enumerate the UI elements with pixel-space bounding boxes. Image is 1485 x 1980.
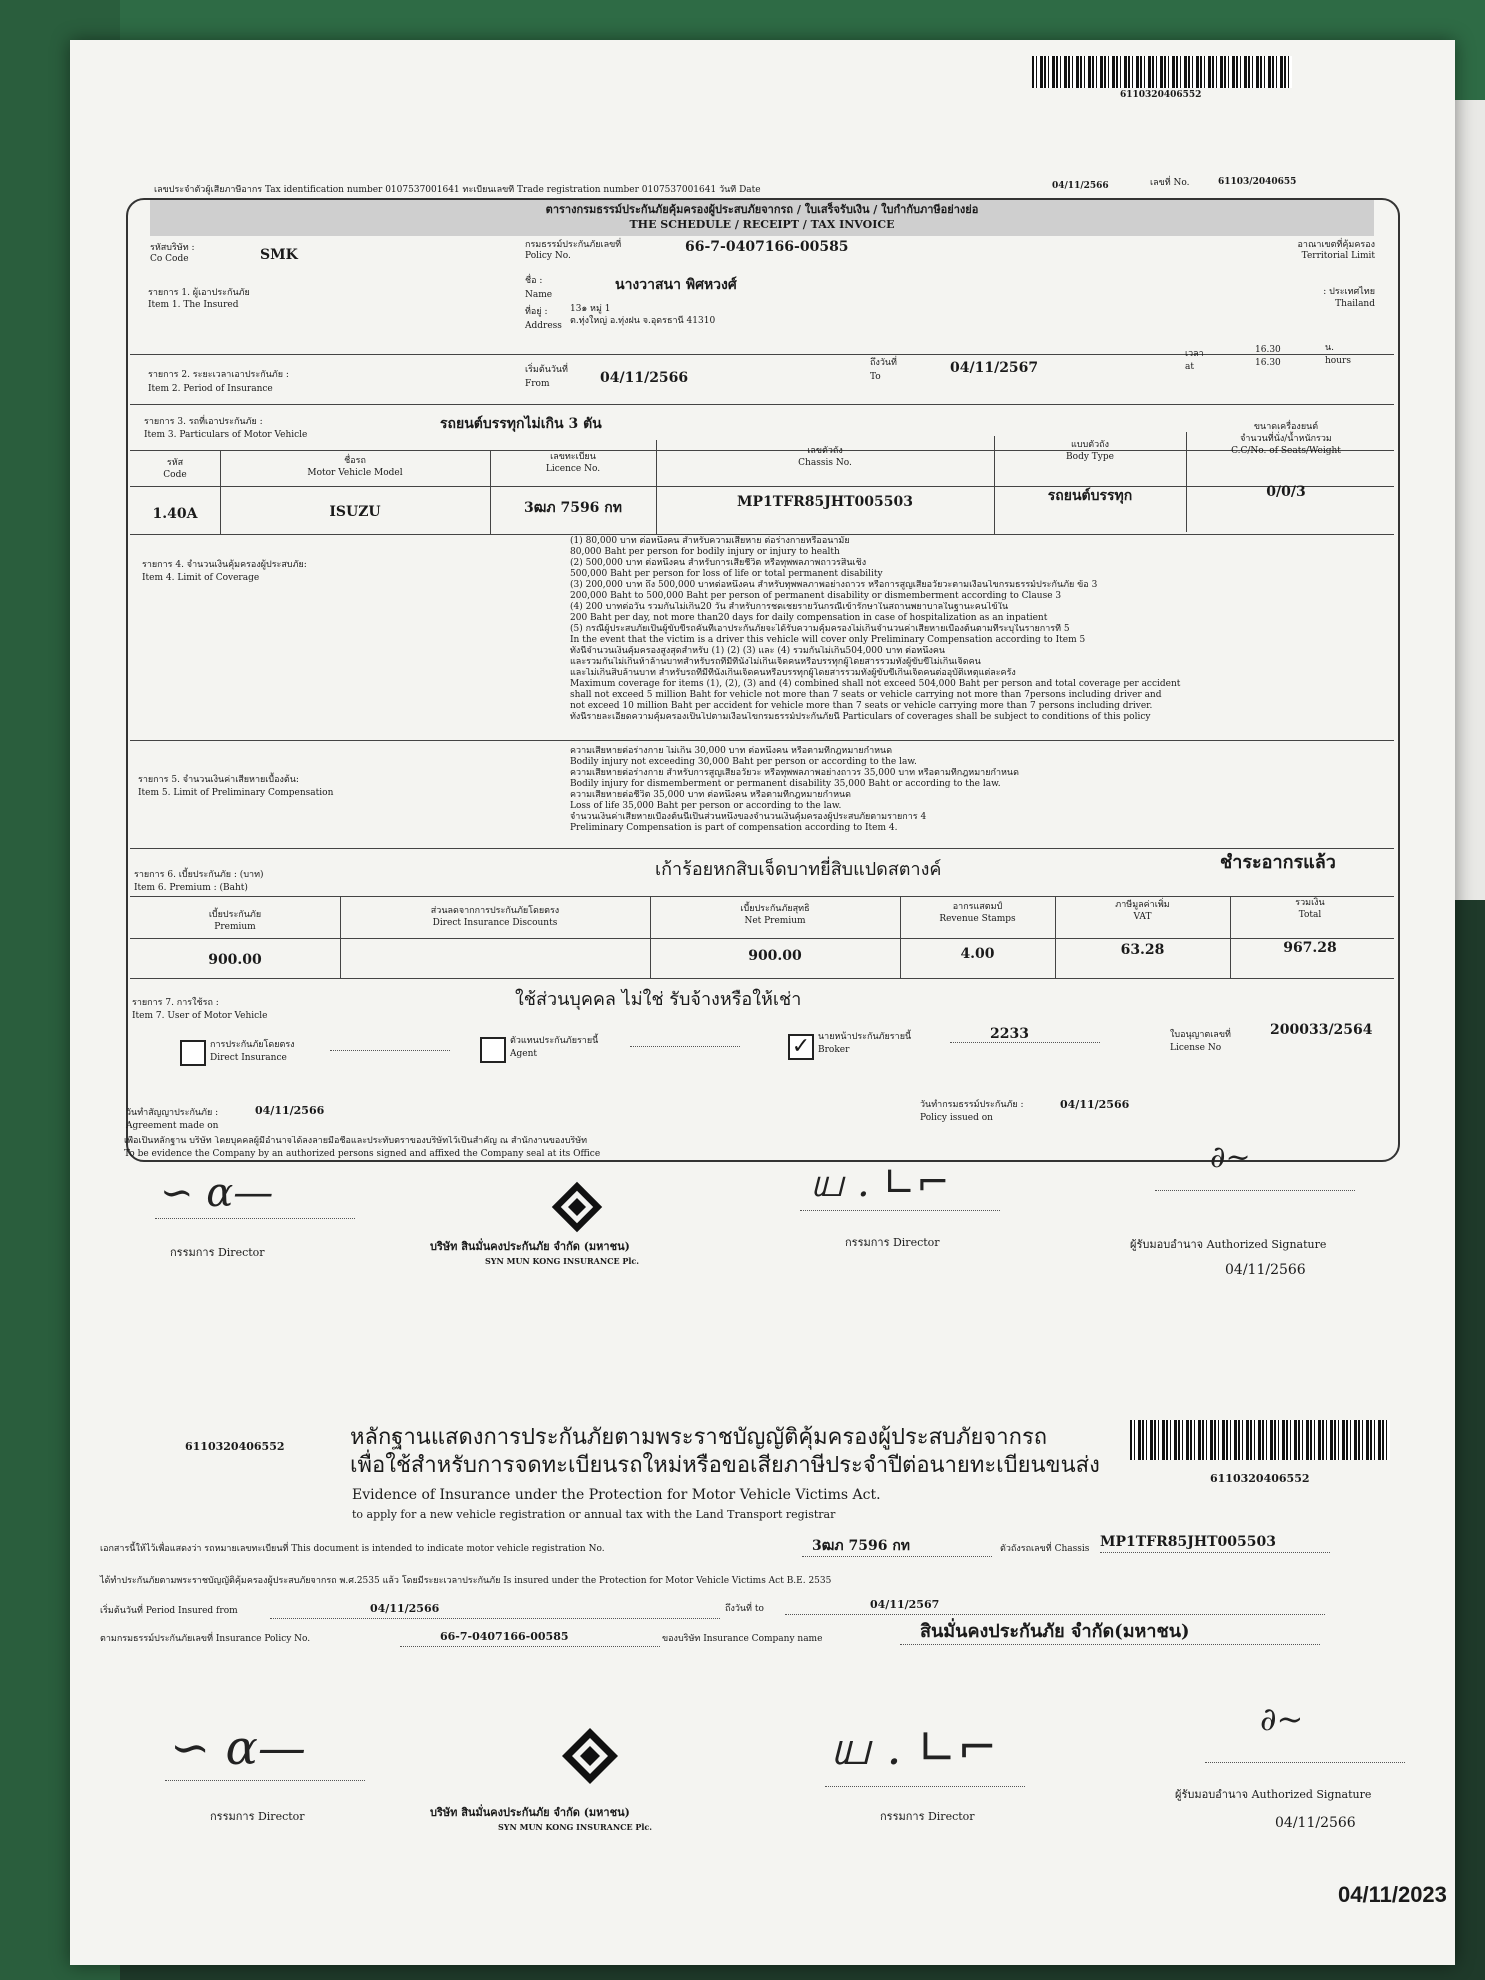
item5-label-th: รายการ 5. จำนวนเงินค่าเสียหายเบื้องต้น: <box>138 775 299 785</box>
preliminary-line: Preliminary Compensation is part of compensation according to Item 4. <box>570 823 898 833</box>
vehicle-code: 1.40A <box>152 506 198 522</box>
policy-no: 66-7-0407166-00585 <box>685 239 849 255</box>
col-net-en: Net Premium <box>744 916 806 926</box>
evidence-from-label: เริ่มต้นวันที่ Period Insured from <box>100 1606 238 1616</box>
top-barcode <box>1032 56 1292 88</box>
evidence-title-th-2: เพื่อใช้สำหรับการจดทะเบียนรถใหม่หรือขอเสียภาษีประจำปีต่อนายทะเบียนขนส่ง <box>350 1453 1100 1478</box>
director-signature: ய . ∟⌐ <box>810 1160 950 1206</box>
header-date: 04/11/2566 <box>1052 181 1109 191</box>
header-no-value: 61103/2040655 <box>1218 177 1297 187</box>
coverage-line: ทั้งนี้จำนวนเงินคุ้มครองสูงสุดสำหรับ (1) (2) (3) และ (4) รวมกันไม่เกิน504,000 บาท ต่อหนึ่งคน <box>570 646 946 656</box>
coverage-line: not exceed 10 million Baht per accident for vehicle more than 7 seats or vehicle carrying more than 7 persons including driver. <box>570 701 1153 711</box>
evidence-authorized-date: 04/11/2566 <box>1275 1815 1356 1831</box>
authorized-signature: ∂~ <box>1260 1700 1304 1738</box>
broker-label-th: นายหน้าประกันภัยรายนี้ <box>818 1032 912 1042</box>
coverage-line: ทั้งนี้รายละเอียดความคุ้มครองเป็นไปตามเงื่อนไขกรมธรรม์ประกันภัยนี้ Particulars of coverages shall be subject to conditions of this policy <box>570 712 1151 722</box>
direct-insurance-checkbox <box>180 1040 206 1066</box>
agreement-date: 04/11/2566 <box>255 1104 325 1117</box>
agreement-label-th: วันทำสัญญาประกันภัย : <box>126 1108 219 1118</box>
evidence-from: 04/11/2566 <box>370 1602 440 1615</box>
col-code-th: รหัส <box>166 458 184 468</box>
divider <box>130 740 1394 741</box>
evidence-policy-no: 66-7-0407166-00585 <box>440 1630 569 1643</box>
item1-label-en: Item 1. The Insured <box>148 300 239 310</box>
company-name-th: บริษัท สินมั่นคงประกันภัย จำกัด (มหาชน) <box>430 1240 630 1253</box>
vehicle-chassis: MP1TFR85JHT005503 <box>737 494 913 510</box>
coverage-line: Maximum coverage for items (1), (2), (3) and (4) combined shall not exceed 504,000 Baht per person and total coverage per accident <box>570 679 1181 689</box>
col-licence-en: Licence No. <box>545 464 601 474</box>
direct-insurance-label-th: การประกันภัยโดยตรง <box>210 1040 295 1050</box>
check-mark-icon: ✓ <box>791 1034 811 1059</box>
item7-label-en: Item 7. User of Motor Vehicle <box>132 1011 268 1021</box>
time-unit-en: hours <box>1325 356 1351 366</box>
divider <box>130 938 1394 939</box>
col-size-th2: จำนวนที่นั่ง/น้ำหนักรวม <box>1240 434 1332 444</box>
coverage-line: และไม่เกินสิบล้านบาท สำหรับรถที่มีที่นั่งเกินเจ็ดคนหรือบรรทุกผู้โดยสารรวมทั้งผู้ขับขี่เกินเจ็ดคนต่ออุบัติเหตุแต่ละครั้ง <box>570 668 1016 678</box>
photo-date-stamp: 04/11/2023 <box>1338 1882 1447 1907</box>
insured-name: นางวาสนา พิศหวงศ์ <box>615 277 737 293</box>
item6-label-th: รายการ 6. เบี้ยประกันภัย : (บาท) <box>134 870 264 880</box>
insurance-document <box>70 40 1455 1965</box>
dotted-line <box>785 1614 1325 1615</box>
signature-line <box>1155 1190 1355 1191</box>
item3-label-en: Item 3. Particulars of Motor Vehicle <box>144 430 308 440</box>
coverage-line: (2) 500,000 บาท ต่อหนึ่งคน สำหรับการเสียชีวิต หรือทุพพลภาพถาวรสิ้นเชิง <box>570 558 867 568</box>
authorized-signature-label: ผู้รับมอบอำนาจ Authorized Signature <box>1130 1238 1327 1251</box>
divider <box>130 534 1394 535</box>
time-label-th: เวลา <box>1185 349 1204 359</box>
col-model-th: ชื่อรถ <box>344 456 366 466</box>
premium-value: 900.00 <box>208 952 262 968</box>
authorized-signature: ∂~ <box>1210 1140 1251 1175</box>
item6-label-en: Item 6. Premium : (Baht) <box>134 883 248 893</box>
signature-line <box>1205 1762 1405 1763</box>
coverage-line: 500,000 Baht per person for loss of life or total permanent disability <box>570 569 883 579</box>
col-model-en: Motor Vehicle Model <box>307 468 403 478</box>
coverage-line: 80,000 Baht per person for bodily injury or injury to health <box>570 547 840 557</box>
name-label-th: ชื่อ : <box>525 276 543 286</box>
item5-label-en: Item 5. Limit of Preliminary Compensation <box>138 788 334 798</box>
coverage-line: และรวมกันไม่เกินห้าล้านบาทสำหรับรถที่มีที่นั่งไม่เกินเจ็ดคนหรือบรรทุกผู้โดยสารรวมทั้งผู้ขับขี่ไม่เกินเจ็ดคน <box>570 657 981 667</box>
registration-line-prefix: เอกสารนี้ให้ไว้เพื่อแสดงว่า รถหมายเลขทะเบียนที่ This document is intended to indicate motor vehicle registration No. <box>100 1544 605 1554</box>
evidence-company-name-en: SYN MUN KONG INSURANCE Plc. <box>498 1822 653 1832</box>
evidence-number: 6110320406552 <box>185 1440 285 1453</box>
col-discount-th: ส่วนลดจากการประกันภัยโดยตรง <box>430 906 560 916</box>
vehicle-body: รถยนต์บรรทุก <box>1047 488 1133 504</box>
col-premium-en: Premium <box>214 922 256 932</box>
period-to: 04/11/2567 <box>950 360 1039 376</box>
vehicle-licence: 3ฒภ 7596 กท <box>523 500 623 516</box>
divider <box>130 848 1394 849</box>
col-body-en: Body Type <box>1066 452 1114 462</box>
from-label-en: From <box>525 379 550 389</box>
broker-label-en: Broker <box>818 1045 850 1055</box>
col-chassis-en: Chassis No. <box>798 458 852 468</box>
period-from: 04/11/2566 <box>600 370 689 386</box>
col-code-en: Code <box>163 470 187 480</box>
coverage-line: 200,000 Baht to 500,000 Baht per person of permanent disability or dismemberment according to Clause 3 <box>570 591 1062 601</box>
col-vat-en: VAT <box>1133 912 1152 922</box>
company-logo-icon <box>550 1180 604 1234</box>
license-number: 200033/2564 <box>1270 1022 1373 1038</box>
divider <box>130 978 1394 979</box>
net-premium-value: 900.00 <box>748 948 802 964</box>
time-label-en: at <box>1185 362 1194 372</box>
item4-label-en: Item 4. Limit of Coverage <box>142 573 260 583</box>
evidence-to: 04/11/2567 <box>870 1598 940 1611</box>
col-stamp-th: อากรแสตมป์ <box>952 902 1003 912</box>
from-label-th: เริ่มต้นวันที่ <box>525 365 568 375</box>
dotted-line <box>400 1646 660 1647</box>
item3-label-th: รายการ 3. รถที่เอาประกันภัย : <box>144 417 263 427</box>
col-stamp-en: Revenue Stamps <box>939 914 1016 924</box>
preliminary-line: ความเสียหายต่อร่างกาย ไม่เกิน 30,000 บาท ต่อหนึ่งคน หรือตามที่กฎหมายกำหนด <box>570 746 893 756</box>
col-premium-th: เบี้ยประกันภัย <box>208 910 262 920</box>
evidence-company-name: สินมั่นคงประกันภัย จำกัด(มหาชน) <box>920 1621 1190 1642</box>
total-value: 967.28 <box>1283 940 1337 956</box>
vehicle-model: ISUZU <box>329 504 381 520</box>
col-size-en: C.C/No. of Seats/Weight <box>1231 446 1341 456</box>
evidence-title-en-2: to apply for a new vehicle registration or annual tax with the Land Transport registrar <box>352 1508 836 1521</box>
item2-label-en: Item 2. Period of Insurance <box>148 384 273 394</box>
coverage-line: (5) กรณีผู้ประสบภัยเป็นผู้ขับขี่รถคันที่เอาประกันภัยจะได้รับความคุ้มครองไม่เกินจำนวนค่าเสียหายเบื้องต้นตามที่ระบุในรายการที่ 5 <box>570 624 1070 634</box>
territory-label-en: Territorial Limit <box>1301 251 1375 261</box>
col-total-th: รวมเงิน <box>1295 898 1325 908</box>
preliminary-line: ความเสียหายต่อชีวิต 35,000 บาท ต่อหนึ่งคน หรือตามที่กฎหมายกำหนด <box>570 790 852 800</box>
address-label-th: ที่อยู่ : <box>525 307 548 317</box>
address-label-en: Address <box>525 321 562 331</box>
territory-value-en: Thailand <box>1335 299 1375 309</box>
preliminary-line: Bodily injury not exceeding 30,000 Baht per person or according to the law. <box>570 757 917 767</box>
issued-label-th: วันทำกรมธรรม์ประกันภัย : <box>920 1100 1024 1110</box>
insured-statement: ได้ทำประกันภัยตามพระราชบัญญัติคุ้มครองผู้ประสบภัยจากรถ พ.ศ.2535 แล้ว โดยมีระยะเวลาประกันภัย Is insured under the Protection for Motor Vehicle Victims Act B.E. 2535 <box>100 1576 832 1586</box>
evidence-company-label: ของบริษัท Insurance Company name <box>662 1634 823 1644</box>
time-1: 16.30 <box>1255 345 1281 355</box>
signature-line <box>800 1210 1000 1211</box>
vehicle-usage: ใช้ส่วนบุคคล ไม่ใช่ รับจ้างหรือให้เช่า <box>515 989 802 1010</box>
evidence-authorized-label: ผู้รับมอบอำนาจ Authorized Signature <box>1175 1788 1372 1801</box>
duty-paid-stamp: ชำระอากรแล้ว <box>1220 852 1336 873</box>
divider <box>130 354 1394 355</box>
coverage-text <box>570 536 1360 723</box>
evidence-chassis: MP1TFR85JHT005503 <box>1100 1534 1276 1550</box>
col-vat-th: ภาษีมูลค่าเพิ่ม <box>1115 900 1170 910</box>
coverage-line: 200 Baht per day, not more than20 days for daily compensation in case of hospitalization as an inpatient <box>570 613 1048 623</box>
license-label-th: ใบอนุญาตเลขที่ <box>1170 1030 1231 1040</box>
item7-label-th: รายการ 7. การใช้รถ : <box>132 998 219 1008</box>
preliminary-line: ความเสียหายต่อร่างกาย สำหรับการสูญเสียอวัยวะ หรือทุพพลภาพอย่างถาวร 35,000 บาท หรือตามที่กฎหมายกำหนด <box>570 768 1019 778</box>
signature-line <box>165 1780 365 1781</box>
item1-label-th: รายการ 1. ผู้เอาประกันภัย <box>148 288 250 298</box>
stamp-value: 4.00 <box>960 946 995 962</box>
col-size-th: ขนาดเครื่องยนต์ <box>1253 422 1319 432</box>
time-unit-th: น. <box>1325 343 1335 353</box>
preliminary-line: Bodily injury for dismemberment or permanent disability 35,000 Baht or according to the law. <box>570 779 1001 789</box>
tax-id-line: เลขประจำตัวผู้เสียภาษีอากร Tax identification number 0107537001641 ทะเบียนเลขที่ Trade registration number 0107537001641 วันที่ Date <box>154 185 761 195</box>
company-name-en: SYN MUN KONG INSURANCE Plc. <box>485 1256 640 1266</box>
item4-label-th: รายการ 4. จำนวนเงินคุ้มครองผู้ประสบภัย: <box>142 560 307 570</box>
direct-insurance-label-en: Direct Insurance <box>210 1053 287 1063</box>
director-label: กรรมการ Director <box>170 1246 265 1259</box>
to-label-th: ถึงวันที่ <box>870 358 897 368</box>
evidence-barcode-number: 6110320406552 <box>1210 1472 1310 1485</box>
name-label-en: Name <box>525 290 553 300</box>
director-signature: ∽ ɑ— <box>170 1720 306 1776</box>
top-barcode-number: 6110320406552 <box>1120 90 1202 100</box>
premium-amount-words: เก้าร้อยหกสิบเจ็ดบาทยี่สิบแปดสตางค์ <box>655 859 942 880</box>
evidence-company-name-th: บริษัท สินมั่นคงประกันภัย จำกัด (มหาชน) <box>430 1806 630 1819</box>
col-body-th: แบบตัวถัง <box>1071 440 1109 450</box>
vat-value: 63.28 <box>1120 942 1165 958</box>
schedule-title-en: THE SCHEDULE / RECEIPT / TAX INVOICE <box>629 218 895 231</box>
dotted-line <box>802 1556 992 1557</box>
item2-label-th: รายการ 2. ระยะเวลาเอาประกันภัย : <box>148 370 289 380</box>
coverage-line: (4) 200 บาทต่อวัน รวมกันไม่เกิน20 วัน สำหรับการชดเชยรายวันกรณีเข้ารักษาในสถานพยาบาลในฐานะคนไข้ใน <box>570 602 1009 612</box>
dotted-line <box>630 1046 740 1047</box>
divider <box>130 896 1394 897</box>
time-2: 16.30 <box>1255 358 1281 368</box>
schedule-title-th: ตารางกรมธรรม์ประกันภัยคุ้มครองผู้ประสบภัยจากรถ / ใบเสร็จรับเงิน / ใบกำกับภาษีอย่างย่อ <box>545 203 979 216</box>
address-line-1: 13๑ หมู่ 1 <box>570 304 611 314</box>
director-signature: ∽ ɑ— <box>160 1170 274 1216</box>
evidence-title-en-1: Evidence of Insurance under the Protection for Motor Vehicle Victims Act. <box>352 1487 881 1503</box>
preliminary-line: Loss of life 35,000 Baht per person or according to the law. <box>570 801 842 811</box>
coverage-line: (1) 80,000 บาท ต่อหนึ่งคน สำหรับความเสียหาย ต่อร่างกายหรืออนามัย <box>570 536 850 546</box>
authorized-date: 04/11/2566 <box>1225 1262 1306 1278</box>
agent-label-en: Agent <box>510 1049 537 1059</box>
preliminary-text <box>570 746 1360 834</box>
dotted-line <box>330 1050 450 1051</box>
divider <box>130 404 1394 405</box>
policy-label-th: กรมธรรม์ประกันภัยเลขที่ <box>525 240 622 250</box>
col-chassis-th: เลขตัวถัง <box>807 446 843 456</box>
evidence-to-label: ถึงวันที่ to <box>725 1604 764 1614</box>
evidence-barcode <box>1130 1420 1390 1460</box>
col-net-th: เบี้ยประกันภัยสุทธิ <box>740 904 810 914</box>
address-line-2: ต.ทุ่งใหญ่ อ.ทุ่งฝน จ.อุดรธานี 41310 <box>570 316 716 326</box>
coverage-line: In the event that the victim is a driver this vehicle will cover only Preliminary Compensation according to Item 5 <box>570 635 1086 645</box>
evidence-statement-th: เพื่อเป็นหลักฐาน บริษัท โดยบุคคลผู้มีอำนาจได้ลงลายมือชื่อและประทับตราของบริษัทไว้เป็นสำคัญ ณ สำนักงานของบริษัท <box>124 1136 588 1146</box>
company-logo-icon <box>560 1726 620 1786</box>
evidence-statement-en: To be evidence the Company by an authorized persons signed and affixed the Company seal at its Office <box>124 1149 601 1159</box>
evidence-policy-label: ตามกรมธรรม์ประกันภัยเลขที่ Insurance Policy No. <box>100 1634 311 1644</box>
to-label-en: To <box>870 372 881 382</box>
broker-number: 2233 <box>990 1026 1029 1042</box>
agent-checkbox <box>480 1037 506 1063</box>
coverage-line: shall not exceed 5 million Baht for vehicle not more than 7 seats or vehicle carrying not more than 7persons including driver and <box>570 690 1162 700</box>
col-total-en: Total <box>1298 910 1322 920</box>
vehicle-description: รถยนต์บรรทุกไม่เกิน 3 ตัน <box>440 416 602 432</box>
evidence-director-label: กรรมการ Director <box>880 1810 975 1823</box>
signature-line <box>155 1218 355 1219</box>
director-signature: ய . ∟⌐ <box>830 1720 998 1776</box>
territory-value-th: : ประเทศไทย <box>1323 287 1375 297</box>
broker-checkbox <box>788 1034 814 1060</box>
col-licence-th: เลขทะเบียน <box>550 452 596 462</box>
co-code-value: SMK <box>260 247 298 263</box>
dotted-line <box>900 1644 1320 1645</box>
coverage-line: (3) 200,000 บาท ถึง 500,000 บาทต่อหนึ่งคน สำหรับทุพพลภาพอย่างถาวร หรือการสูญเสียอวัยวะตามเงื่อนไขกรมธรรม์ประกันภัย ข้อ 3 <box>570 580 1098 590</box>
territory-label-th: อาณาเขตที่คุ้มครอง <box>1297 240 1375 250</box>
header-no-label: เลขที่ No. <box>1150 178 1190 188</box>
evidence-director-label: กรรมการ Director <box>210 1810 305 1823</box>
agreement-label-en: Agreement made on <box>126 1121 219 1131</box>
issued-date: 04/11/2566 <box>1060 1098 1130 1111</box>
chassis-label: ตัวถังรถเลขที่ Chassis <box>1000 1544 1090 1554</box>
co-code-label-en: Co Code <box>150 254 189 264</box>
dotted-line <box>950 1042 1100 1043</box>
evidence-licence: 3ฒภ 7596 กท <box>812 1538 911 1554</box>
issued-label-en: Policy issued on <box>920 1113 993 1123</box>
license-label-en: License No <box>1170 1043 1222 1053</box>
director-label: กรรมการ Director <box>845 1236 940 1249</box>
policy-label-en: Policy No. <box>525 251 571 261</box>
dotted-line <box>270 1618 720 1619</box>
preliminary-line: จำนวนเงินค่าเสียหายเบื้องต้นนี้เป็นส่วนหนึ่งของจำนวนเงินคุ้มครองผู้ประสบภัยตามรายการ 4 <box>570 812 927 822</box>
signature-line <box>825 1786 1025 1787</box>
vehicle-size: 0/0/3 <box>1266 484 1306 500</box>
agent-label-th: ตัวแทนประกันภัยรายนี้ <box>510 1036 599 1046</box>
col-discount-en: Direct Insurance Discounts <box>432 918 558 928</box>
co-code-label-th: รหัสบริษัท : <box>150 243 195 253</box>
evidence-title-th-1: หลักฐานแสดงการประกันภัยตามพระราชบัญญัติคุ้มครองผู้ประสบภัยจากรถ <box>350 1425 1048 1450</box>
dotted-line <box>1100 1552 1330 1553</box>
